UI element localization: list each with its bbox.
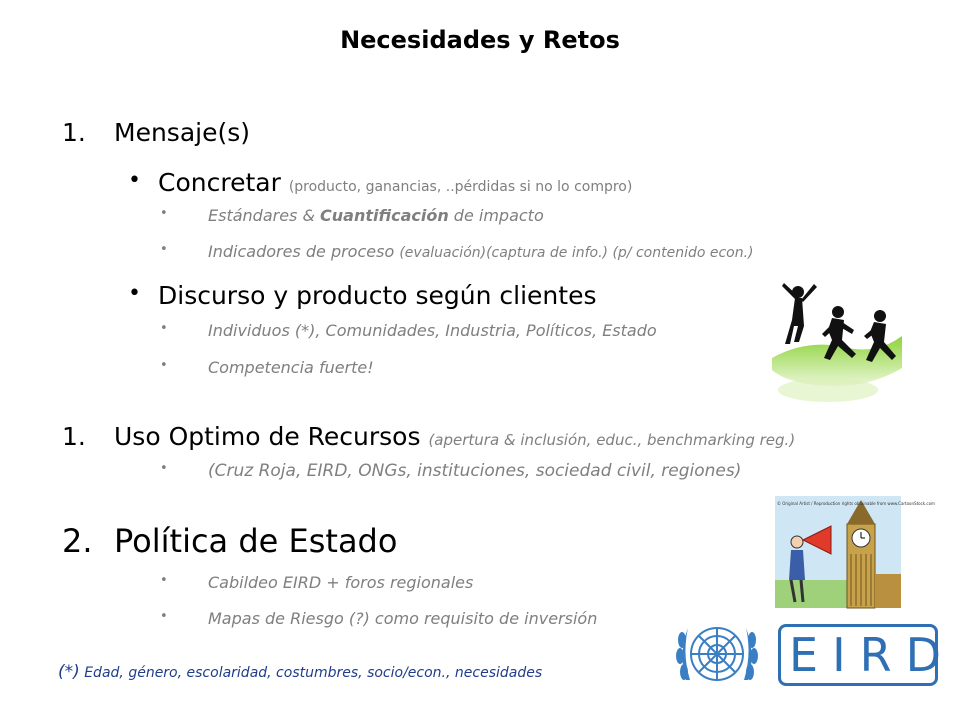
list-number: 1. xyxy=(62,118,86,147)
bullet-icon: • xyxy=(160,358,168,373)
cabildeo-item: Cabildeo EIRD + foros regionales xyxy=(208,573,474,592)
discurso-item: Discurso y producto según clientes xyxy=(158,281,597,310)
bullet-icon: • xyxy=(128,168,141,193)
concretar-label: Concretar xyxy=(158,168,281,197)
bullet-icon: • xyxy=(160,321,168,336)
footnote xyxy=(58,662,542,682)
list-number: 2. xyxy=(62,522,93,560)
indicadores-note: (evaluación)(captura de info.) (p/ contenido econ.) xyxy=(399,245,754,261)
estandares-pre: Estándares & xyxy=(208,206,321,225)
list-number: 1. xyxy=(62,422,86,451)
uso-optimo-item xyxy=(114,422,795,451)
footnote-text: Edad, género, escolaridad, costumbres, socio/econ., necesidades xyxy=(79,665,543,681)
uso-optimo-label: Uso Optimo de Recursos xyxy=(114,422,421,451)
un-emblem-icon xyxy=(672,610,762,706)
indicadores-item xyxy=(208,242,754,261)
bullet-icon: • xyxy=(160,242,168,257)
cruz-item: (Cruz Roja, EIRD, ONGs, instituciones, sociedad civil, regiones) xyxy=(208,461,742,481)
bullet-icon: • xyxy=(160,573,168,588)
heading-mensajes: Mensaje(s) xyxy=(114,118,250,147)
eird-logo: EIRD xyxy=(778,624,938,686)
footnote-marker: (*) xyxy=(58,662,80,682)
page-title: Necesidades y Retos xyxy=(340,26,620,54)
politica-heading: Política de Estado xyxy=(114,522,398,560)
cartoon-illustration xyxy=(775,496,935,608)
runners-illustration xyxy=(768,278,904,410)
estandares-post: de impacto xyxy=(448,206,544,225)
cartoon-credit: © Original Artist / Reproduction rights obtainable from www.CartoonStock.com xyxy=(777,501,935,506)
indicadores-label: Indicadores de proceso xyxy=(208,242,395,261)
individuos-item: Individuos (*), Comunidades, Industria, Políticos, Estado xyxy=(208,321,657,340)
estandares-item xyxy=(208,206,544,225)
bullet-icon: • xyxy=(128,281,141,306)
bullet-icon: • xyxy=(160,461,168,476)
concretar-note: (producto, ganancias, ..pérdidas si no lo compro) xyxy=(288,179,633,195)
concretar-item xyxy=(158,168,632,197)
estandares-bold: Cuantificación xyxy=(320,206,449,225)
uso-optimo-note: (apertura & inclusión, educ., benchmarking reg.) xyxy=(428,431,796,449)
competencia-item: Competencia fuerte! xyxy=(208,358,374,377)
mapas-item: Mapas de Riesgo (?) como requisito de inversión xyxy=(208,609,598,628)
bullet-icon: • xyxy=(160,206,168,221)
bullet-icon: • xyxy=(160,609,168,624)
